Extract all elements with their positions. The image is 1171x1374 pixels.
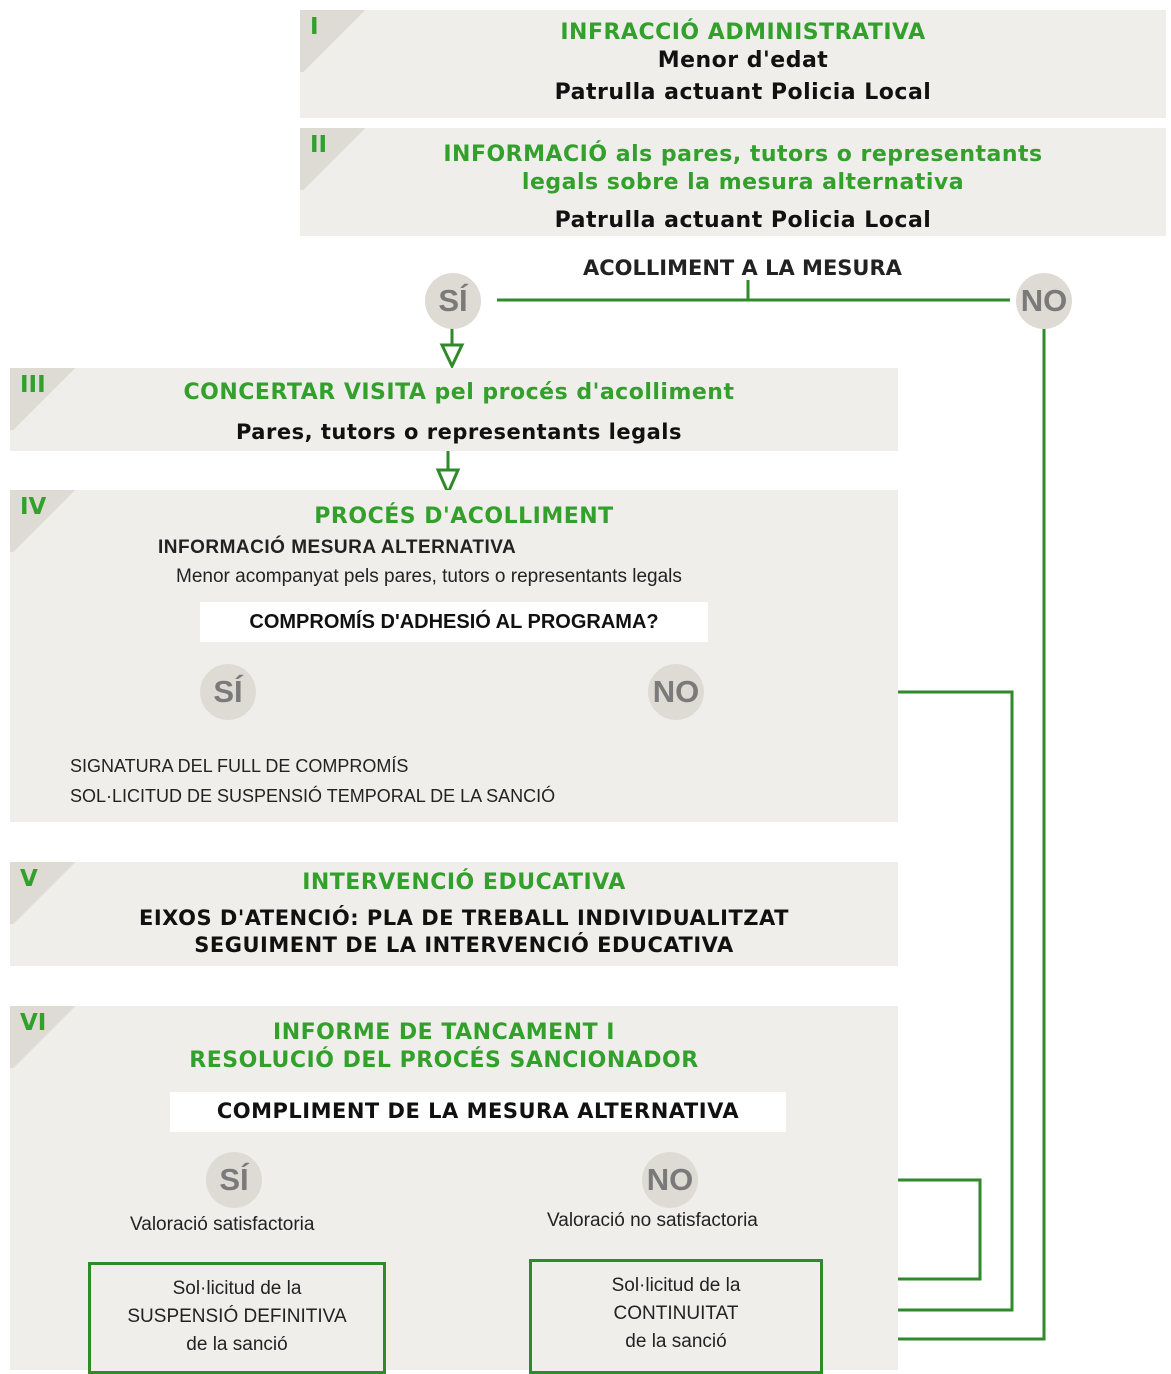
decision1-no-circle: NO [1016,273,1072,329]
box-line: CONTINUITAT [613,1303,739,1324]
step-2-title-line2: legals sobre la mesura alternativa [521,170,965,195]
step-number: VI [20,1010,47,1036]
step-3-panel [10,368,898,451]
step-2-line1: Patrulla actuant Policia Local [554,208,932,233]
decision2-no-circle: NO [648,664,704,720]
step-3-line1: Pares, tutors o representants legals [235,420,683,444]
arrow-to-step3 [442,345,462,366]
step-5-line1: EIXOS D'ATENCIÓ: PLA DE TREBALL INDIVIDUALITZAT [139,906,789,930]
step-4-result1: SIGNATURA DEL FULL DE COMPROMÍS [70,756,409,776]
step-number: V [20,866,38,892]
step-4-line1: INFORMACIÓ MESURA ALTERNATIVA [158,537,517,558]
step-4-title: PROCÉS D'ACOLLIMENT [314,504,614,529]
decision2-yes-circle: SÍ [200,664,256,720]
step-number: I [310,14,319,40]
step-1-title: INFRACCIÓ ADMINISTRATIVA [560,20,926,45]
step-5-line2: SEGUIMENT DE LA INTERVENCIÓ EDUCATIVA [194,933,734,957]
step-6-question-box [170,1092,786,1132]
step-5-panel [10,862,898,966]
decision1-question: ACOLLIMENT A LA MESURA [583,256,902,280]
step-number: IV [20,494,47,520]
step-5-title: INTERVENCIÓ EDUCATIVA [302,870,626,895]
step-2-panel [300,128,1166,236]
step-2-title-line1: INFORMACIÓ als pares, tutors o representants [443,142,1043,167]
decision3-no-caption: Valoració no satisfactoria [547,1210,758,1231]
suspension-definitive-box [88,1262,386,1374]
decision3-no-circle: NO [642,1152,698,1208]
step-4-result2: SOL·LICITUD DE SUSPENSIÓ TEMPORAL DE LA SANCIÓ [70,786,556,806]
decision1-yes-circle: SÍ [425,273,481,329]
step-1-line1: Menor d'edat [657,48,829,73]
box-line: de la sanció [625,1331,727,1352]
step-6-title-line1: INFORME DE TANCAMENT I [273,1020,615,1045]
step-3-title: CONCERTAR VISITA pel procés d'acolliment [183,380,735,405]
box-line: Sol·licitud de la [172,1278,302,1299]
step-1-line2: Patrulla actuant Policia Local [554,80,932,105]
decision3-yes-caption: Valoració satisfactoria [130,1214,315,1235]
box-line: SUSPENSIÓ DEFINITIVA [127,1306,347,1327]
step-number: III [20,372,46,398]
decision3-yes-circle: SÍ [206,1152,262,1208]
step-4-line2: Menor acompanyat pels pares, tutors o representants legals [176,566,682,587]
continuity-box [529,1259,823,1374]
step-number: II [310,132,328,158]
box-line: de la sanció [186,1334,288,1355]
step-4-panel [10,490,898,822]
step-4-question: COMPROMÍS D'ADHESIÓ AL PROGRAMA? [249,611,659,633]
step-6-question: COMPLIMENT DE LA MESURA ALTERNATIVA [216,1099,740,1123]
step-6-title-line2: RESOLUCIÓ DEL PROCÉS SANCIONADOR [189,1048,699,1073]
step-4-question-box [200,602,708,642]
step-1-panel [300,10,1166,118]
decision1-no-route [880,325,1044,1339]
box-line: Sol·licitud de la [611,1275,741,1296]
